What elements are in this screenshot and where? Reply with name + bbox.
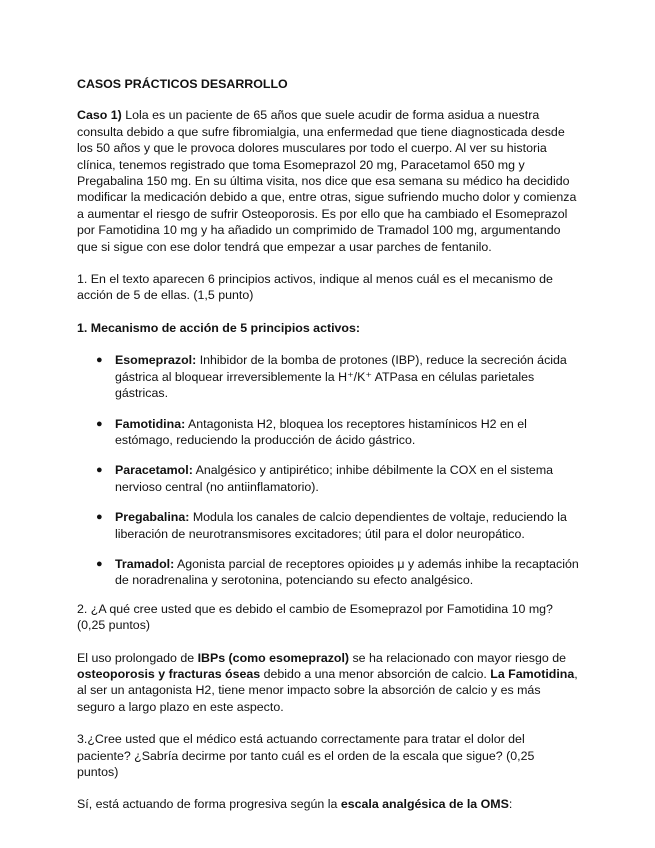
answer-3-text: :: [508, 797, 513, 812]
list-item: [77, 509, 579, 542]
answer-2-text: se ha relacionado con mayor riesgo de: [349, 650, 567, 665]
bullet-icon: ●: [96, 354, 103, 367]
list-item: [77, 462, 579, 495]
answer-1-heading-text: 1. Mecanismo de acción de 5 principios activos:: [77, 320, 361, 335]
answer-2-text: El uso prolongado de: [77, 650, 198, 665]
question-2: 2. ¿A qué cree usted que es debido el cambio de Esomeprazol por Famotidina 10 mg? (0,25 puntos): [77, 601, 553, 633]
drug-mechanism-list: [77, 352, 579, 588]
list-item: [77, 556, 579, 589]
bullet-icon: ●: [96, 417, 103, 430]
answer-2-text: , al ser un antagonista H2, tiene menor impacto sobre la absorción de calcio y es más seguro a largo plazo en este aspecto.: [77, 666, 578, 714]
document-content: [77, 76, 579, 813]
answer-2-bold: IBPs (como esomeprazol): [197, 650, 350, 665]
answer-3-text: Sí, está actuando de forma progresiva según la: [77, 797, 341, 812]
bullet-icon: ●: [96, 464, 103, 477]
answer-1-heading: [77, 320, 579, 336]
drug-description: Analgésico y antipirético; inhibe débilmente la COX en el sistema nervioso central (no antiinflamatorio).: [115, 463, 554, 494]
list-item: [77, 416, 579, 449]
answer-2-text: debido a una menor absorción de calcio.: [260, 666, 491, 681]
answer-3-bold: escala analgésica de la OMS: [340, 797, 509, 812]
question-1: 1. En el texto aparecen 6 principios activos, indique al menos cuál es el mecanismo de acción de 5 de ellas. (1,5 punto): [77, 272, 553, 303]
drug-description: Modula los canales de calcio dependientes de voltaje, reduciendo la liberación de neurotransmisores excitadores; útil para el dolor neuropático.: [115, 510, 567, 541]
drug-description: Inhibidor de la bomba de protones (IBP), reduce la secreción ácida gástrica al bloquear irreversiblemente la H⁺/K⁺ ATPasa en células parietales gástricas.: [115, 353, 567, 401]
document-title: CASOS PRÁCTICOS DESARROLLO: [77, 77, 288, 91]
bullet-icon: ●: [96, 511, 103, 524]
case1-text: Lola es un paciente de 65 años que suele acudir de forma asidua a nuestra consulta debido a que sufre fibromialgia, una enfermedad que tiene diagnosticada desde los 50 años y que le provoca dolores musculares por todo el cuerpo. Al ver su historia clínica, tenemos registrado que toma Esomeprazol 20 mg, Paracetamol 650 mg y Pregabalina 150 mg. En su última visita, nos dice que esa semana su médico ha decidido modificar la medicación debido a que, entre otras, sigue sufriendo mucho dolor y comienza a aumentar el riesgo de sufrir Osteoporosis. Es por ello que ha cambiado el Esomeprazol por Famotidina 10 mg y ha añadido un comprimido de Tramadol 100 mg, argumentando que si sigue con ese dolor tendrá que empezar a usar parches de fentanilo.: [77, 108, 577, 254]
question-3: 3.¿Cree usted que el médico está actuando correctamente para tratar el dolor del paciente? ¿Sabría decirme por tanto cuál es el orden de la escala que sigue? (0,25 puntos): [77, 732, 535, 779]
case1-label: Caso 1): [77, 108, 122, 123]
drug-name: Paracetamol:: [115, 463, 193, 478]
answer-2-bold: La Famotidina: [490, 666, 575, 681]
case1-paragraph: [77, 107, 579, 255]
drug-name: Tramadol:: [115, 556, 175, 571]
drug-description: Antagonista H2, bloquea los receptores histamínicos H2 en el estómago, reduciendo la producción de ácido gástrico.: [115, 416, 527, 447]
answer-2-bold: osteoporosis y fracturas óseas: [77, 666, 261, 681]
answer-3: [77, 796, 579, 812]
drug-description: Agonista parcial de receptores opioides μ y además inhibe la recaptación de noradrenalina y serotonina, potenciando su efecto analgésico.: [115, 556, 579, 588]
list-item: [77, 352, 579, 401]
drug-name: Esomeprazol:: [115, 353, 197, 368]
drug-name: Famotidina:: [115, 416, 186, 431]
answer-2: [77, 650, 579, 716]
drug-name: Pregabalina:: [115, 510, 190, 525]
bullet-icon: ●: [96, 557, 103, 570]
